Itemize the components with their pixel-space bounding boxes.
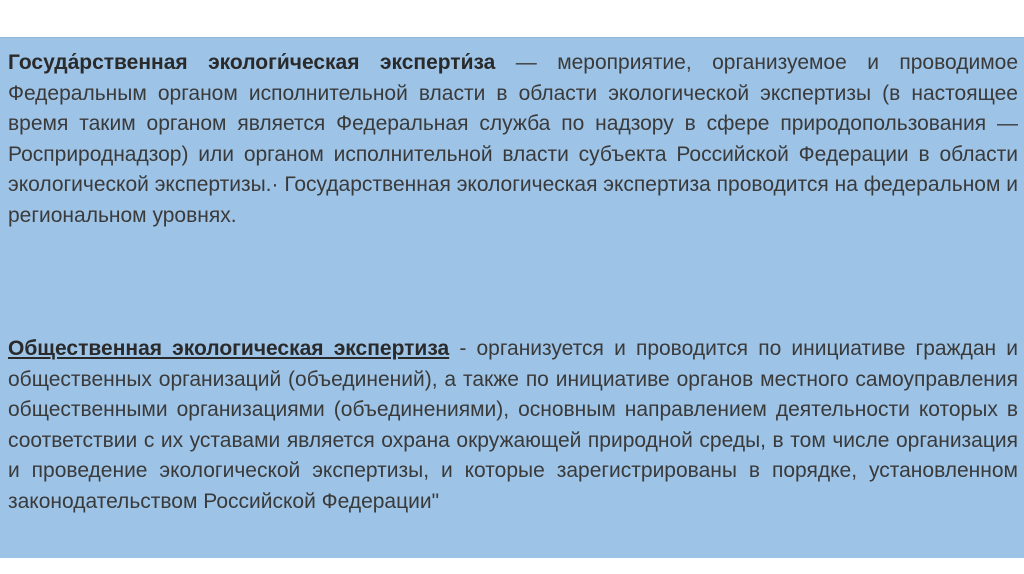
state-expertise-term: Госуда́рственная экологи́ческая эксперти́за xyxy=(8,51,496,74)
footnote-mark: · xyxy=(271,173,279,196)
state-expertise-paragraph xyxy=(8,48,1018,231)
state-expertise-definition: — мероприятие, организуемое и проводимое Федеральным органом исполнительной власти в области экологической экспертизы (в настоящее время таким органом является Федеральная служба по надзору в сфере природопользования — Росприроднадзор) или органом исполнительной власти субъекта Российской Федерации в области экологической экспертизы. xyxy=(8,51,1018,196)
public-expertise-definition: - организуется и проводится по инициативе граждан и общественных организаций (объединений), а также по инициативе органов местного самоуправления общественными организациями (объединениями), основным направлением деятельности которых в соответствии с их уставами является охрана окружающей природной среды, в том числе организация и проведение экологической экспертизы, и которые зарегистрированы в порядке, установленном законодательством Российской Федерации" xyxy=(8,337,1019,513)
content-box xyxy=(0,37,1024,558)
public-expertise-term: Общественная экологическая экспертиза xyxy=(8,337,450,360)
state-expertise-levels: Государственная экологическая экспертиза проводится на федеральном и региональном уровнях. xyxy=(8,173,1018,227)
public-expertise-paragraph xyxy=(8,334,1018,517)
